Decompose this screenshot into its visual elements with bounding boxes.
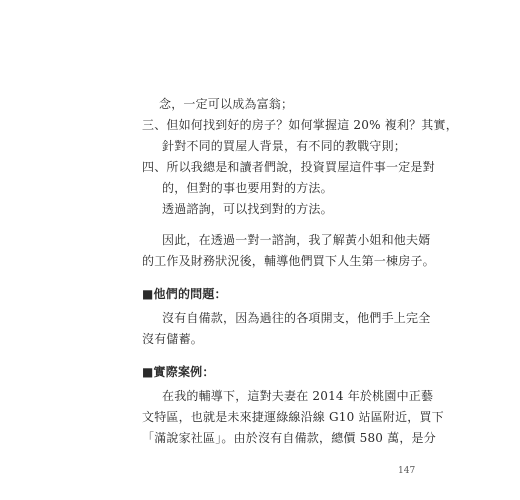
case-paragraph-line-1: 在我的輔導下，這對夫妻在 2014 年於桃園中正藝 (162, 389, 434, 403)
problem-heading: ■他們的問題： (142, 287, 227, 301)
list-item-4-continuation-2: 透過諮詢，可以找到對的方法。 (162, 202, 333, 216)
problem-paragraph-line-2: 沒有儲蓄。 (142, 332, 204, 346)
case-paragraph-line-2: 文特區，也就是未來捷運綠線沿線 G10 站區附近，買下 (142, 410, 444, 424)
problem-paragraph-line-1: 沒有自備款，因為過往的各項開支，他們手上完全 (162, 311, 431, 325)
list-line-1: 念，一定可以成為富翁； (159, 97, 294, 111)
list-item-4-continuation: 的，但對的事也要用對的方法。 (162, 181, 333, 195)
intro-paragraph-line-2: 的工作及財務狀況後，輔導他們買下人生第一棟房子。 (142, 254, 435, 268)
intro-paragraph-line-1: 因此，在透過一對一諮詢，我了解黃小姐和他夫婿 (162, 233, 431, 247)
list-item-3: 三、但如何找到好的房子？如何掌握這 20% 複利？其實， (142, 118, 458, 132)
list-item-3-continuation: 針對不同的買屋人背景，有不同的教戰守則； (162, 139, 407, 153)
page-number: 147 (398, 466, 416, 476)
case-heading: ■實際案例： (142, 365, 215, 379)
list-item-4: 四、所以我總是和讀者們說，投資買屋這件事一定是對 (142, 160, 435, 174)
case-paragraph-line-3: 「滿說家社區」。由於沒有自備款，總價 580 萬，是分 (142, 431, 436, 445)
